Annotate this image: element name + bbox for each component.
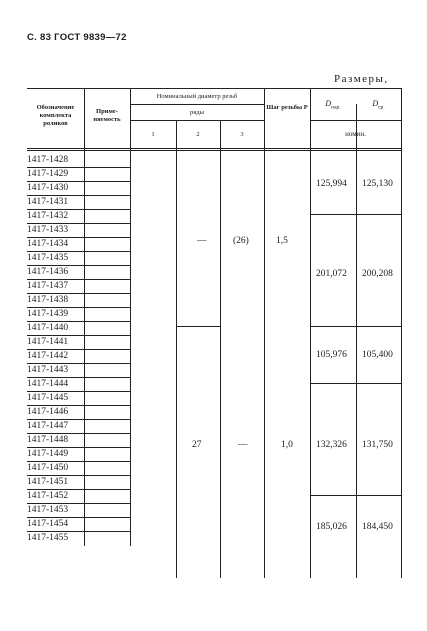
- group-rule-d: [310, 326, 401, 327]
- row-rule: [27, 195, 130, 196]
- d-nar-2: 201,072: [316, 269, 347, 279]
- group2-row2: 27: [192, 440, 202, 450]
- row-rule: [27, 363, 130, 364]
- row-designation: 1417-1430: [27, 183, 69, 193]
- col-row-3: 3: [240, 131, 244, 138]
- col-row-2: 2: [196, 131, 200, 138]
- col-designation: Обозначение комплекта роликов: [36, 104, 75, 127]
- row-rule: [27, 279, 130, 280]
- row-designation: 1417-1442: [27, 351, 69, 361]
- group2-pitch: 1,0: [281, 440, 293, 450]
- col-sep-1: [84, 88, 85, 546]
- row-rule: [27, 377, 130, 378]
- row-rule: [27, 251, 130, 252]
- col-sep-2: [130, 88, 131, 546]
- col-sep-6: [310, 88, 311, 578]
- row-rule: [27, 209, 130, 210]
- row-designation: 1417-1428: [27, 155, 69, 165]
- row-designation: 1417-1433: [27, 225, 69, 235]
- row-designation: 1417-1448: [27, 435, 69, 445]
- row-designation: 1417-1449: [27, 449, 69, 459]
- row-designation: 1417-1440: [27, 323, 69, 333]
- group-rule-row2: [176, 326, 220, 327]
- row-designation: 1417-1436: [27, 267, 69, 277]
- rule-under-rows: [130, 120, 264, 121]
- row-rule: [27, 503, 130, 504]
- row-rule: [27, 335, 130, 336]
- row-designation: 1417-1438: [27, 295, 69, 305]
- row-rule: [27, 181, 130, 182]
- row-designation: 1417-1453: [27, 505, 69, 515]
- row-rule: [27, 391, 130, 392]
- d-sr-2: 200,208: [362, 269, 393, 279]
- d-nar-4: 132,326: [316, 440, 347, 450]
- row-designation: 1417-1435: [27, 253, 69, 263]
- row-designation: 1417-1431: [27, 197, 69, 207]
- group1-row2: —: [197, 236, 207, 246]
- rule-under-nominal: [130, 104, 264, 105]
- row-rule: [27, 223, 130, 224]
- row-designation: 1417-1452: [27, 491, 69, 501]
- row-rule: [27, 321, 130, 322]
- group1-row3: (26): [233, 236, 249, 246]
- row-rule: [27, 293, 130, 294]
- row-designation: 1417-1432: [27, 211, 69, 221]
- row-rule: [27, 447, 130, 448]
- d-nar-5: 185,026: [316, 522, 347, 532]
- col-nominal-diameter: Номинальный диаметр резьб: [156, 93, 238, 100]
- row-designation: 1417-1455: [27, 533, 69, 543]
- row-rule: [27, 307, 130, 308]
- col-sep-8: [401, 88, 402, 578]
- row-rule: [27, 265, 130, 266]
- col-sep-3: [176, 120, 177, 578]
- row-designation: 1417-1444: [27, 379, 69, 389]
- row-rule: [27, 461, 130, 462]
- row-rule: [27, 433, 130, 434]
- sizes-label: Размеры,: [334, 73, 389, 85]
- d-nar-1: 125,994: [316, 179, 347, 189]
- col-nomin: номин.: [345, 130, 366, 138]
- group1-pitch: 1,5: [276, 236, 288, 246]
- d-sr-1: 125,130: [362, 179, 393, 189]
- col-sep-4: [220, 120, 221, 578]
- d-sr-4: 131,750: [362, 440, 393, 450]
- d-nar-3: 105,976: [316, 350, 347, 360]
- col-rows-label: ряды: [190, 109, 204, 116]
- row-designation: 1417-1450: [27, 463, 69, 473]
- row-rule: [27, 517, 130, 518]
- row-rule: [27, 489, 130, 490]
- group-rule-d-3: [310, 383, 401, 384]
- row-designation: 1417-1437: [27, 281, 69, 291]
- col-sep-7: [356, 104, 357, 578]
- col-note: Приме-няемость: [93, 108, 121, 123]
- row-designation: 1417-1434: [27, 239, 69, 249]
- row-rule: [27, 419, 130, 420]
- group-rule-d-4: [310, 495, 401, 496]
- col-sep-5: [264, 88, 265, 578]
- group-rule-d-1: [310, 214, 401, 215]
- row-designation: 1417-1429: [27, 169, 69, 179]
- col-d-nar: $D_{нар.}$: [325, 99, 341, 111]
- row-designation: 1417-1451: [27, 477, 69, 487]
- row-rule: [27, 475, 130, 476]
- row-rule: [27, 349, 130, 350]
- row-rule: [27, 237, 130, 238]
- row-designation: 1417-1439: [27, 309, 69, 319]
- row-rule: [27, 167, 130, 168]
- page-header: С. 83 ГОСТ 9839—72: [27, 32, 127, 43]
- d-sr-3: 105,400: [362, 350, 393, 360]
- col-row-1: 1: [151, 131, 155, 138]
- group2-row3: —: [238, 440, 248, 450]
- row-designation: 1417-1454: [27, 519, 69, 529]
- row-designation: 1417-1447: [27, 421, 69, 431]
- row-designation: 1417-1446: [27, 407, 69, 417]
- row-designation: 1417-1443: [27, 365, 69, 375]
- d-sr-5: 184,450: [362, 522, 393, 532]
- col-pitch: Шаг резьбы P: [266, 104, 308, 111]
- row-designation: 1417-1441: [27, 337, 69, 347]
- row-designation: 1417-1445: [27, 393, 69, 403]
- col-d-sr: $D_{ср.}$: [372, 99, 385, 111]
- row-rule: [27, 405, 130, 406]
- row-rule: [27, 531, 130, 532]
